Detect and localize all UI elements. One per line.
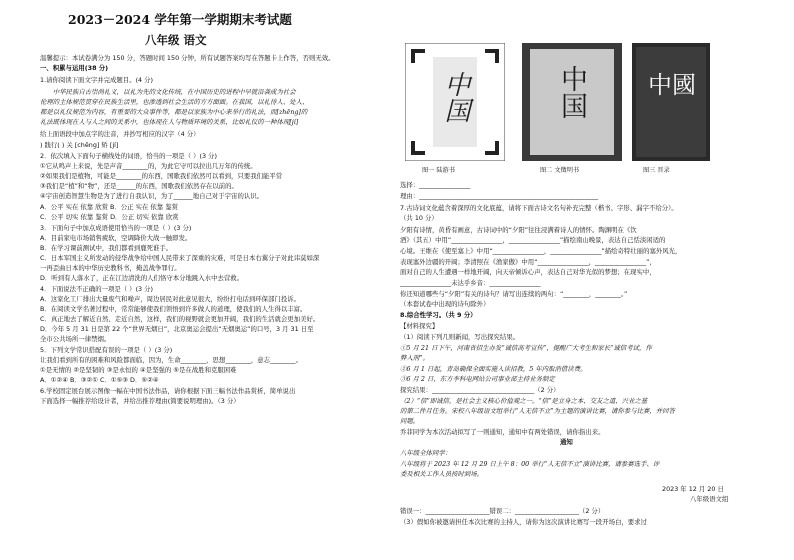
question-text: ③我们是“植”和“物”，还是______的东西，国歌我们依然存在以前的。 [40, 182, 238, 190]
notice-signature: 八年级语文组 [690, 495, 729, 503]
figure-caption: 图一 陆游书 [422, 167, 455, 174]
passage-text: （2）“信”即诚信，是社会主义核心价值观之一。“信”是立身之本、交友之道、兴业之基 [400, 397, 648, 405]
passage-text: 都是以礼仪规范为内容，有重要的大众事件等，都是以家族为中心来举行的礼法，而[zhēng]的 [40, 108, 308, 116]
question-note: （本套试卷中出现的诗句除外） [400, 300, 490, 308]
option-line: 一再歪曲日本的中华历史教科书，掩盖战争罪行。 [40, 264, 181, 272]
calligraphy-figures [400, 43, 750, 178]
answer-line: 理由：________________________________________________________ [400, 192, 599, 200]
question-text: 下面选择一幅推荐给设计者，并给出推荐理由(简要说明理由)。（3 分） [40, 397, 240, 405]
left-column [40, 0, 395, 560]
material-heading: 【材料探究】 [400, 322, 439, 330]
question-text: 1.请你阅读下面文字并完成题目。(4 分) [40, 76, 154, 84]
grade-subject: 八年级 语文 [145, 33, 207, 47]
option-line: ①是无情的 ②是坚韧的 ③是永恒的 ④是坚强的 ⑤是在战胜和克服困难 [40, 366, 237, 374]
notice-date: 2023 年 12 月 20 日 [662, 485, 724, 493]
option-line: C．公平 切实 依靠 鉴赏 D．公正 切实 依靠 欣赏 [40, 213, 179, 221]
question-text: （1）阅读下列几则新闻，写出探究结果。 [400, 333, 520, 341]
figure-caption: 图二 文徵明书 [540, 167, 580, 174]
right-column [400, 0, 750, 560]
passage-text: 心境。王维在《使至塞上》中用“________________，________________”描绘奇特壮丽的塞外风光， [400, 247, 682, 255]
question-text: ①它从鸣声上来说，先是声音________的，为此它守可以拉出几万年的传统。 [40, 162, 257, 170]
option-line: D．今年 5 月 31 日是第 22 个“世界无烟日”，北京奥运会提出“无烟奥运”的口号，3 月 31 日至 [40, 325, 314, 333]
question-text: 给上面语段中加点字的注音，并抄写相应的汉字（4 分） [40, 130, 200, 138]
calligraphy-glyphs: 中国 [440, 71, 470, 123]
answer-line: 错误一：____________________错误二：____________________（2 分） [400, 507, 605, 515]
calligraphy-image [632, 43, 710, 161]
option-line: C．日本军国主义所发动的侵华战争给中国人民带来了深重的灾难，可是日本右翼分子对此讳莫如深 [40, 254, 320, 262]
answer-line: 探究结果：________________________________（2 分） [400, 386, 560, 394]
question-text: （共 10 分） [400, 214, 438, 222]
news-item: ③6 月 2 日，东方李科电网站公司事业部主持业务制定 [400, 375, 555, 383]
passage-text: 问题。 [400, 417, 420, 425]
figure-1 [405, 43, 505, 161]
notice-title: 通知 [560, 438, 573, 446]
exam-title: 2023－2024 学年第一学期期末考试题 [68, 12, 292, 27]
option-line: A．①②④ B．③②① C．①⑤③ D．⑤②④ [40, 376, 159, 384]
question-text: 你还知道哪些与“夕阳”有关的诗句？请写出连续的两句：“________，________。” [400, 290, 628, 298]
question-text: 7.古诗词文化蕴含着深厚的文化底蕴，请将下面古诗文名句补充完整（楷书、字形、漏字不给分）。 [400, 204, 678, 212]
question-text: ④宇宙创造智慧生物是为了进行自我认识，为了______地自己对于宇宙的认识。 [40, 192, 264, 200]
question-text: 4．下面说法不正确的一项是（ ）(3 分) [40, 285, 154, 293]
figure-2 [522, 43, 622, 161]
passage-text: 夕阳有诗情，黄昏有画意，古诗词中的“夕阳”往往浸满着诗人的情怀。陶渊明在《饮 [400, 226, 637, 234]
option-line: A．目前家电市场销售疲软，空调降价大战一触即发。 [40, 234, 192, 242]
option-line: A．这家化工厂排出大量废气和噪声，周边居民对此意见很大，纷纷打电话到环保部门投诉。 [40, 295, 300, 303]
option-line: A．公平 实在 依靠 欣赏 B．公正 实在 依靠 鉴赏 [40, 203, 179, 211]
passage-text: 的第二件月任务。宋校八年级语文组举行“人无信不立”为主题的演讲比赛，请你参与比赛，并回答 [400, 407, 675, 415]
exam-notice: 温馨提示：本试卷满分为 150 分，答题时间 150 分钟，所有试题答案均写在答题卡上作答，否则无效。 [40, 54, 335, 62]
question-text: 5．下列文学常识搭配有误的一项是（ ）(3 分) [40, 346, 173, 354]
news-item: ②6 月 1 日起，青岛确保全面实施入读招教，5 年内取消借读费。 [400, 365, 587, 373]
notice-text: 八年级全体同学： [400, 449, 452, 457]
notice-text: 委及相关工作人员按时到场。 [400, 470, 484, 478]
question-text: （3）假如你被邀请担任本次比赛的主持人，请你为这次演讲比赛写一段开场白，要求过 [400, 518, 647, 526]
passage-text: 中华民族自古崇尚礼义，以礼为先的文化传统，在中国历史的进程中早就沿袭成为社会 [40, 88, 296, 96]
question-text: 2．依次填入下面句子横线处的词语，恰当的一项是（ ）(3 分) [40, 152, 217, 160]
option-line: B．在学习课前测试中，我们都看到鹿死谁手。 [40, 244, 173, 252]
passage-text: 礼法既体现在人与人之间的关系中，也体现在人与物质环境的关系，比如礼仪的一种体现[jí] [40, 118, 299, 126]
passage-text: 表现塞外边疆的开阔；李清照在《渔家傲》中用“________________，________________”， [400, 258, 656, 266]
section-heading: 一、积累与运用(38 分) [40, 64, 109, 72]
passage-text: 酒》（其五）中用“________________，________________”描绘南山晚景，表达自己恬淡闲适的 [400, 236, 666, 244]
question-heading: 8.综合性学习。（共 9 分） [400, 311, 477, 319]
news-item: ①5 月 21 日下午，河南省招生办发“诚信高考宣传”，提醒广大考生和家长“诚信考试，作 [400, 344, 652, 352]
figure-3 [632, 43, 710, 161]
question-text: 让我们看到所有的困难和风险都面临，因为，生命________，思想________，意志________。 [40, 356, 303, 364]
news-item: 弊入刑”。 [400, 354, 429, 362]
question-text: 6.学校固定展台展示图像一幅在中国书法作品，请你根据下面三幅书法作品赏析，简单说出 [40, 387, 296, 395]
passage-text: 面对自己的人生遭遇一样地开阔，向天帝倾诉心声，表达自己对华光似的梦想；在现实中， [400, 268, 656, 276]
question-text: 乔菲同学为本次活动拟写了一则通知，通知中有两处错误，请你指出来。 [400, 428, 605, 436]
question-text: ②如果我们是植物，可能是________的东西，国歌我们依然可以看到，只要我们能平常 [40, 172, 283, 180]
answer-line: 选择：________________ [400, 181, 471, 189]
passage-text: 伦理的主体规范贯穿在民族生活里，也渗透到社会生活的方方面面。在我国，以礼待人、处人、 [40, 98, 309, 106]
calligraphy-glyphs: 中国 [556, 65, 587, 119]
question-text: 3．下面句子中加点成语使用恰当的一项是（ ）(3 分) [40, 224, 192, 232]
calligraphy-glyphs: 中國 [648, 71, 696, 99]
notice-text: 八年级将于 2023 年 12 月 29 日上午 8：00 举行“人无信不立”演讲比赛，请参赛选手、评 [400, 460, 660, 468]
passage-text: ________________未达乎乡音：________________ [400, 279, 541, 287]
option-line: 全市公共场所一律禁烟。 [40, 335, 111, 343]
option-line: B．在阅读文学名著过程中，常常能够使我们领悟到许多做人的道理，使我们的人生得以丰富。 [40, 305, 307, 313]
option-line: C．真正地去了解近自然、走近自然，这样，我们的视野就会更加开阔，我们的生活就会更加美好。 [40, 315, 320, 323]
option-line: D．听到有人落水了，正在江边清洗的人们恪守本分地跳入水中去营救。 [40, 274, 244, 282]
figure-caption: 图三 晋录 [643, 167, 670, 174]
answer-line: ) 践行( ) 关 [chēng] 矫 [jí] [40, 141, 119, 149]
